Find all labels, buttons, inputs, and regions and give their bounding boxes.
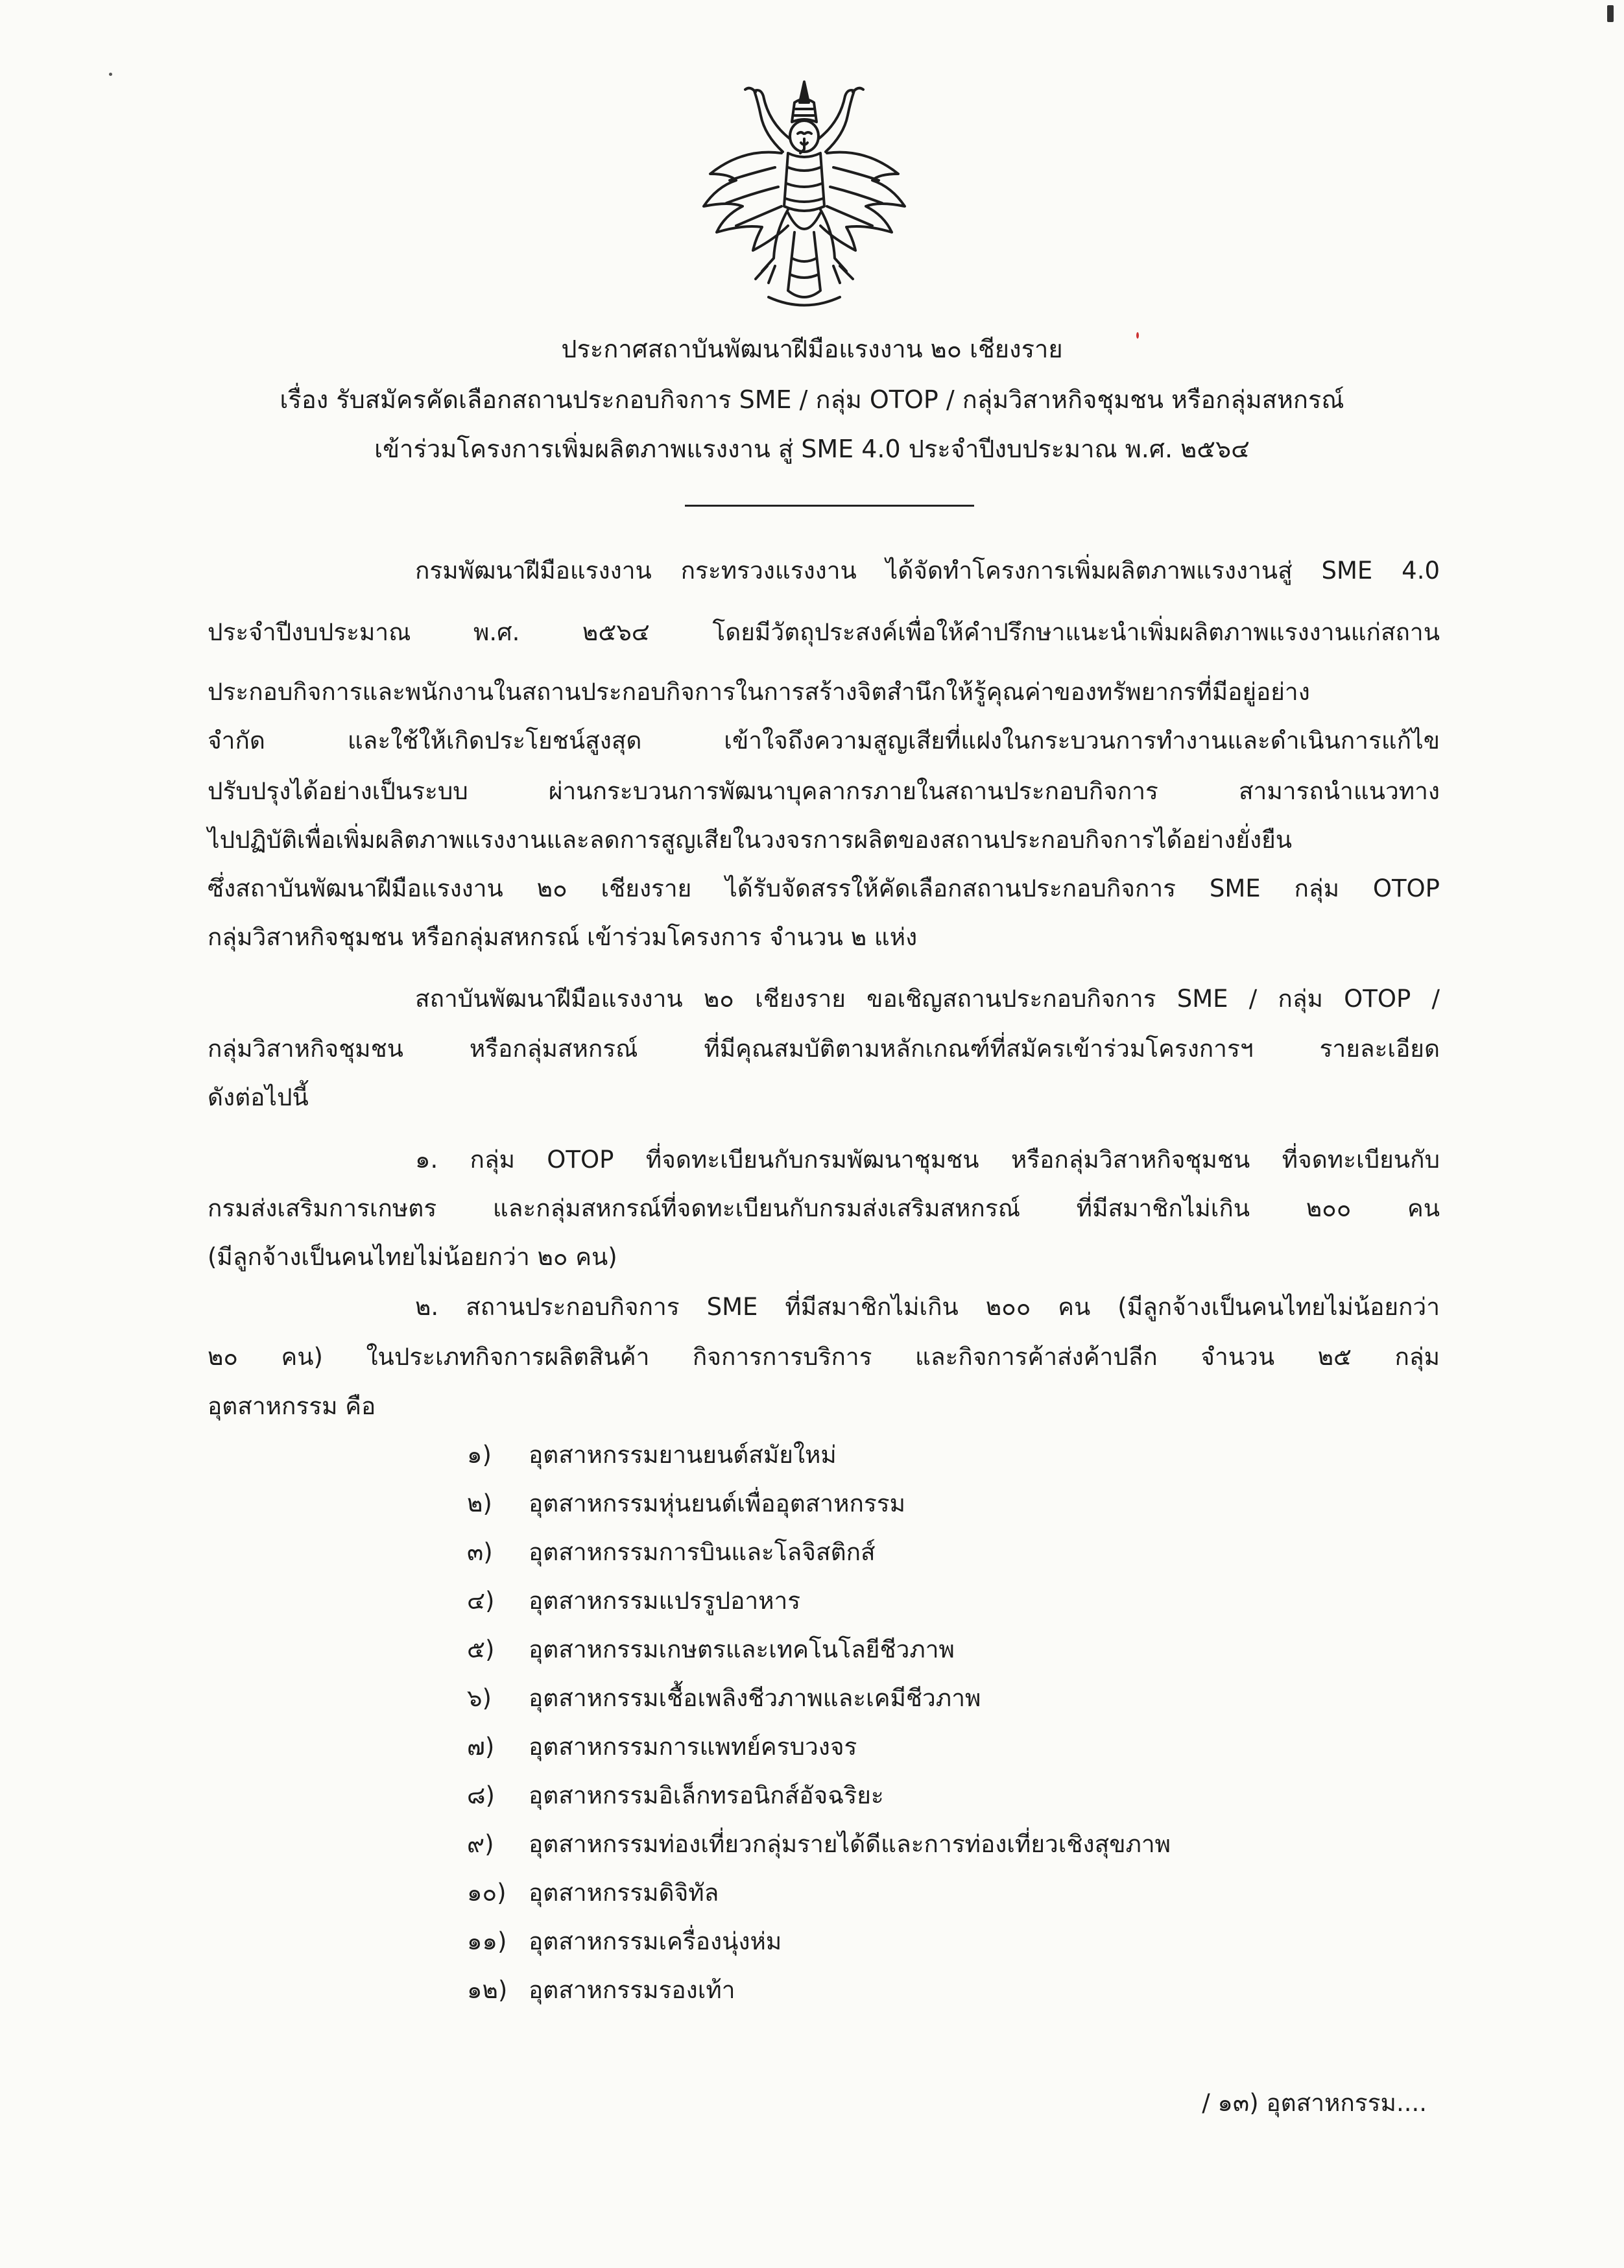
list-item-number: ๑๒) — [467, 1976, 508, 2004]
paragraph-2-line: สถาบันพัฒนาฝีมือแรงงาน ๒๐ เชียงราย ขอเชิญสถานประกอบกิจการ SME / กลุ่ม OTOP / — [415, 985, 1440, 1013]
list-item-number: ๙) — [467, 1830, 494, 1858]
list-item — [467, 1977, 735, 2003]
list-item — [467, 1442, 837, 1468]
list-item-number: ๕) — [467, 1635, 495, 1663]
scan-speck — [109, 73, 112, 76]
list-item — [467, 1734, 857, 1760]
subject-line-1: เรื่อง รับสมัครคัดเลือกสถานประกอบกิจการ SME / กลุ่ม OTOP / กลุ่มวิสาหกิจชุมชน หรือกลุ่มสหกรณ์ — [280, 385, 1344, 414]
list-item-label: อุตสาหกรรมยานยนต์สมัยใหม่ — [529, 1441, 837, 1469]
paragraph-2-line: กลุ่มวิสาหกิจชุมชน หรือกลุ่มสหกรณ์ ที่มีคุณสมบัติตามหลักเกณฑ์ที่สมัครเข้าร่วมโครงการฯ รายละเอียด — [208, 1035, 1440, 1063]
paragraph-1-line: ไปปฏิบัติเพื่อเพิ่มผลิตภาพแรงงานและลดการสูญเสียในวงจรการผลิตของสถานประกอบกิจการได้อย่างยั่งยืน — [208, 826, 1293, 854]
list-item-number: ๒) — [467, 1490, 492, 1517]
subject-line-2: เข้าร่วมโครงการเพิ่มผลิตภาพแรงงาน สู่ SME 4.0 ประจำปีงบประมาณ พ.ศ. ๒๕๖๔ — [374, 435, 1250, 463]
paragraph-2-line: ดังต่อไปนี้ — [208, 1083, 309, 1111]
announcement-title: ประกาศสถาบันพัฒนาฝีมือแรงงาน ๒๐ เชียงราย — [561, 335, 1063, 363]
list-item-number: ๗) — [467, 1733, 495, 1761]
paragraph-1-line: กรมพัฒนาฝีมือแรงงาน กระทรวงแรงงาน ได้จัดทำโครงการเพิ่มผลิตภาพแรงงานสู่ SME 4.0 — [415, 557, 1440, 585]
list-item-number: ๑๐) — [467, 1879, 507, 1907]
list-item — [467, 1929, 782, 1955]
list-item — [467, 1880, 719, 1906]
list-item — [467, 1491, 905, 1517]
paragraph-1-line: ประจำปีงบประมาณ พ.ศ. ๒๕๖๔ โดยมีวัตถุประสงค์เพื่อให้คำปรึกษาแนะนำเพิ่มผลิตภาพแรงงานแก่สถาน — [208, 618, 1440, 646]
list-item — [467, 1539, 876, 1565]
paragraph-1-line: ซึ่งสถาบันพัฒนาฝีมือแรงงาน ๒๐ เชียงราย ได้รับจัดสรรให้คัดเลือกสถานประกอบกิจการ SME กลุ่ม OTOP — [208, 875, 1440, 902]
list-item-label: อุตสาหกรรมดิจิทัล — [529, 1879, 719, 1907]
list-item-number: ๘) — [467, 1781, 495, 1809]
paragraph-1-line: กลุ่มวิสาหกิจชุมชน หรือกลุ่มสหกรณ์ เข้าร่วมโครงการ จำนวน ๒ แห่ง — [208, 923, 918, 951]
paragraph-1-line: ปรับปรุงได้อย่างเป็นระบบ ผ่านกระบวนการพัฒนาบุคลากรภายในสถานประกอบกิจการ สามารถนำแนวทาง — [208, 777, 1440, 805]
page-continuation: / ๑๓) อุตสาหกรรม.... — [1202, 2089, 1427, 2117]
list-item — [467, 1637, 955, 1663]
list-item-label: อุตสาหกรรมเชื้อเพลิงชีวภาพและเคมีชีวภาพ — [529, 1684, 981, 1712]
list-item-label: อุตสาหกรรมการบินและโลจิสติกส์ — [529, 1538, 876, 1566]
criteria-2-line: อุตสาหกรรม คือ — [208, 1392, 376, 1420]
list-item-label: อุตสาหกรรมเกษตรและเทคโนโลยีชีวภาพ — [529, 1635, 955, 1663]
list-item-label: อุตสาหกรรมหุ่นยนต์เพื่ออุตสาหกรรม — [529, 1490, 906, 1517]
paragraph-1-line: จำกัด และใช้ให้เกิดประโยชน์สูงสุด เข้าใจถึงความสูญเสียที่แฝงในกระบวนการทำงานและดำเนินการแก้ไข — [208, 727, 1440, 754]
list-item-number: ๑๑) — [467, 1927, 507, 1955]
paragraph-1-line: ประกอบกิจการและพนักงานในสถานประกอบกิจการในการสร้างจิตสำนึกให้รู้คุณค่าของทรัพยากรที่มีอยู่อย่าง — [208, 678, 1310, 706]
criteria-1-line: กรมส่งเสริมการเกษตร และกลุ่มสหกรณ์ที่จดทะเบียนกับกรมส่งเสริมสหกรณ์ ที่มีสมาชิกไม่เกิน ๒๐๐ คน — [208, 1194, 1440, 1222]
list-item — [467, 1588, 800, 1614]
list-item-label: อุตสาหกรรมเครื่องนุ่งห่ม — [529, 1927, 782, 1955]
list-item-label: อุตสาหกรรมแปรรูปอาหาร — [529, 1587, 801, 1615]
criteria-1-line: (มีลูกจ้างเป็นคนไทยไม่น้อยกว่า ๒๐ คน) — [208, 1243, 617, 1271]
list-item-number: ๓) — [467, 1538, 493, 1566]
scan-speck — [1136, 332, 1139, 339]
list-item-label: อุตสาหกรรมท่องเที่ยวกลุ่มรายได้ดีและการท่องเที่ยวเชิงสุขภาพ — [529, 1830, 1171, 1858]
list-item-label: อุตสาหกรรมรองเท้า — [529, 1976, 735, 2004]
list-item-number: ๔) — [467, 1587, 495, 1615]
criteria-2-line: ๒๐ คน) ในประเภทกิจการผลิตสินค้า กิจการการบริการ และกิจการค้าส่งค้าปลีก จำนวน ๒๕ กลุ่ม — [208, 1343, 1440, 1371]
title-divider — [685, 505, 974, 507]
criteria-1-line: ๑. กลุ่ม OTOP ที่จดทะเบียนกับกรมพัฒนาชุมชน หรือกลุ่มวิสาหกิจชุมชน ที่จดทะเบียนกับ — [415, 1146, 1440, 1174]
list-item-number: ๑) — [467, 1441, 492, 1469]
list-item — [467, 1831, 1171, 1857]
garuda-emblem-icon — [691, 77, 918, 317]
criteria-2-line: ๒. สถานประกอบกิจการ SME ที่มีสมาชิกไม่เกิน ๒๐๐ คน (มีลูกจ้างเป็นคนไทยไม่น้อยกว่า — [415, 1293, 1440, 1321]
list-item — [467, 1783, 884, 1809]
list-item-number: ๖) — [467, 1684, 492, 1712]
list-item-label: อุตสาหกรรมการแพทย์ครบวงจร — [529, 1733, 857, 1761]
scan-speck — [1607, 5, 1614, 22]
list-item — [467, 1685, 981, 1711]
list-item-label: อุตสาหกรรมอิเล็กทรอนิกส์อัจฉริยะ — [529, 1781, 884, 1809]
